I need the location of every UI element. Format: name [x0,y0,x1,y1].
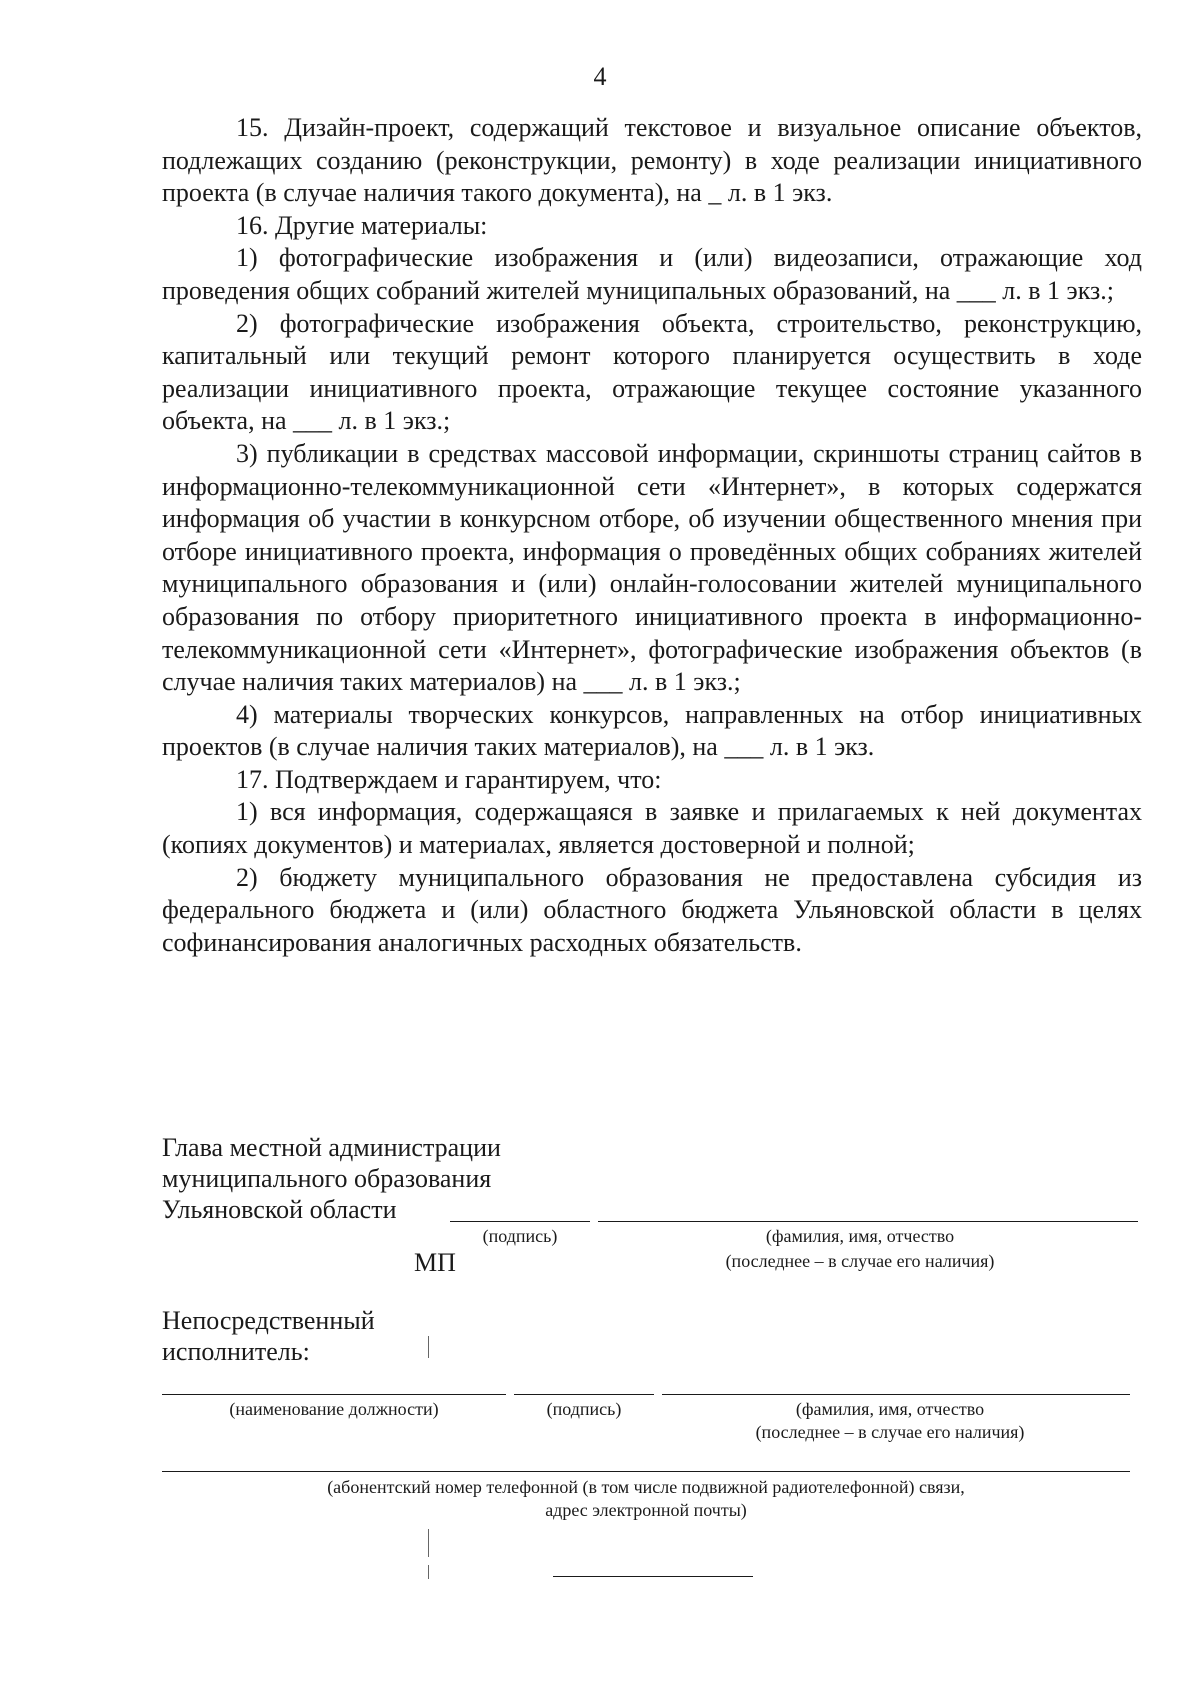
stamp-place: МП [414,1248,456,1277]
head-name-line [598,1221,1138,1222]
scan-mark [428,1529,429,1557]
executor-name-hint: (фамилия, имя, отчество [795,1399,985,1419]
executor-position-hint: (наименование должности) [229,1399,439,1419]
page-number: 4 [593,62,607,91]
head-name-hint-note: (последнее – в случае его наличия) [725,1251,995,1271]
paragraph-16-item-3: 3) публикации в средствах массовой информации, скриншоты страниц сайтов в информационно-телекоммуникационной сети «Интернет», в которых содержатся информация об участии в конкурсном отборе, об изучении общественного мнения при отборе инициативного проекта, информация о проведённых общих собраниях жителей муниципального образования и (или) онлайн-голосовании жителей муниципального образования по отбору приоритетного инициативного проекта в информационно-телекоммуникационной сети «Интернет», фотографические изображения объектов (в случае наличия таких материалов) на ___ л. в 1 экз.; [162,438,1142,697]
paragraph-17-item-1: 1) вся информация, содержащаяся в заявке и прилагаемых к ней документах (копиях документов) и материалах, является достоверной и полной; [162,797,1142,860]
head-signature-hint: (подпись) [482,1226,558,1246]
head-title-line-2: муниципального образования [162,1164,492,1193]
paragraph-17: 17. Подтверждаем и гарантируем, что: [236,764,662,794]
contact-hint-note: адрес электронной почты) [545,1500,747,1520]
paragraph-16: 16. Другие материалы: [236,210,488,240]
head-title-line-3: Ульяновской области [162,1195,397,1224]
body-text [162,112,1142,959]
paragraph-15: 15. Дизайн-проект, содержащий текстовое и визуальное описание объектов, подлежащих созданию (реконструкции, ремонту) в ходе реализации инициативного проекта (в случае наличия такого документа), на _ л. в 1 экз. [162,113,1142,208]
contact-hint: (абонентский номер телефонной (в том числе подвижной радиотелефонной) связи, [327,1477,965,1497]
executor-name-line [662,1394,1130,1395]
paragraph-16-item-4: 4) материалы творческих конкурсов, направленных на отбор инициативных проектов (в случае наличия таких материалов), на ___ л. в 1 экз. [162,699,1142,762]
executor-title-line-2: исполнитель: [162,1337,310,1366]
executor-name-hint-note: (последнее – в случае его наличия) [755,1422,1025,1442]
executor-signature-hint: (подпись) [546,1399,622,1419]
bottom-short-line [553,1576,753,1577]
contact-line [162,1471,1130,1472]
scan-mark [428,1565,429,1579]
head-title-line-1: Глава местной администрации [162,1133,501,1162]
paragraph-16-item-2: 2) фотографические изображения объекта, строительство, реконструкцию, капитальный или текущий ремонт которого планируется осуществить в ходе реализации инициативного проекта, отражающие текущее состояние указанного объекта, на ___ л. в 1 экз.; [162,308,1142,436]
paragraph-17-item-2: 2) бюджету муниципального образования не предоставлена субсидия из федерального бюджета и (или) областного бюджета Ульяновской области в целях софинансирования аналогичных расходных обязательств. [162,862,1142,957]
executor-position-line [162,1394,506,1395]
head-name-hint: (фамилия, имя, отчество [765,1226,955,1246]
head-signature-line [450,1221,590,1222]
paragraph-16-item-1: 1) фотографические изображения и (или) видеозаписи, отражающие ход проведения общих собраний жителей муниципальных образований, на ___ л. в 1 экз.; [162,243,1142,305]
executor-signature-line [514,1394,654,1395]
scan-mark [428,1336,429,1358]
executor-title-line-1: Непосредственный [162,1306,375,1335]
